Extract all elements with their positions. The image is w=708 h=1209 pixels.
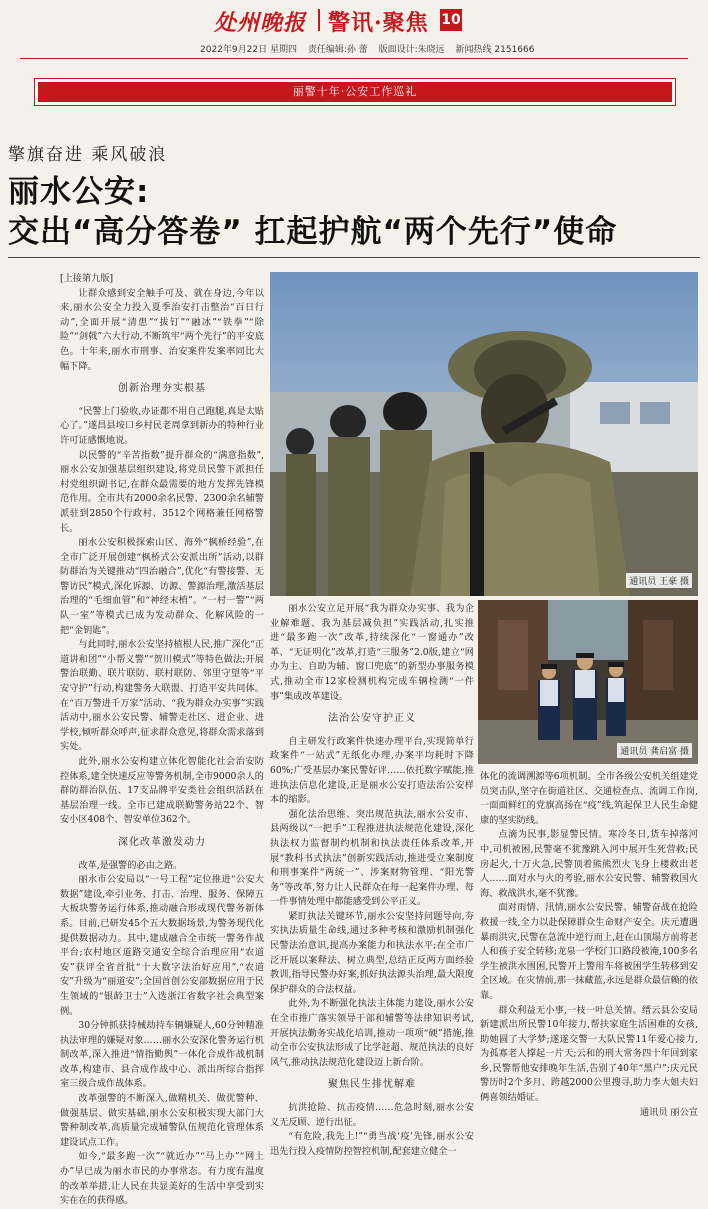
paragraph: 改革,是强警的必由之路。 [78, 859, 183, 871]
paragraph: 丽水公安立足开展“我为群众办实事、我为企业解难题、我为基层减负担”实践活动,扎实推进“最多跑一次”改革,持续深化“一窗通办”改革、“无证明化”改革,打造“三服务”2.0版,建立“网办为主、自助为辅、窗口兜底”的新型办事服务模式,推动全市12家检测机构完成车辆检测“一件事”集成改革建设。 [270, 603, 474, 702]
headline-title-line1: 丽水公安: [8, 174, 150, 210]
paragraph: 抗洪抢险、抗击疫情……危急时刻,丽水公安义无反顾、逆行出征。 [270, 1102, 474, 1128]
paragraph: 丽水公安积极探索山区、海外“枫桥经验”,在全市广泛开展创建“枫桥式公安派出所”活动,以群防群治为关键推动“四治融合”,优化“有警接警、无警访民”模式,深化诉源、访源、警源治理,激活基层治理的“毛细血管”和“神经末梢”。“一村一警”“两队一室”等模式已成为发动群众、化解风险的一把“金钥匙”。 [60, 537, 264, 636]
subheading: 创新治理夯实根基 [118, 383, 206, 395]
paragraph: 紧盯执法关键环节,丽水公安坚持问题导向,夯实执法质量生命线,通过多种考核和激励机制强化民警法治意识,提高办案能力和执法水平;在全市广泛开展以案释法、树立典型,总结正反两方面经验教训,指导民警办好案,抓好执法源头治理,最大限度保护群众的合法权益。 [270, 910, 474, 995]
masthead [0, 0, 708, 40]
article-column-2 [270, 602, 474, 1157]
continued-from-note: [上接第九版] [60, 273, 114, 284]
paragraph: 强化法治思维、突出规范执法,丽水公安市、县两级以“一把手”工程推进执法规范化建设,深化执法权力监督制约机制和执法责任体系改革,开展“教科书式执法”创新实践活动,推进受立案制度和刑事案件“两统一”、涉案财物管理、“阳光警务”等改革,努力让人民群众在每一起案件办理、每一件事情处理中都能感受到公平正义。 [270, 808, 474, 908]
police-patrol-photo-illustration [478, 600, 698, 764]
paragraph: 如今,“最多跑一次”“就近办”“马上办”“网上办”早已成为丽水市民的办事常态。有力度有温度的改革举措,让人民在共显美好的生活中享受到实实在在的获得感。 [60, 1151, 264, 1207]
paragraph: 体化的流调溯源等6项机制。全市各级公安机关组建党员突击队,坚守在街道社区、交通检查点、流调工作岗,一面面鲜红的党旗高扬在“疫”线,筑起保卫人民生命健康的坚实防线。 [480, 771, 698, 826]
paragraph: 自主研发行政案件快速办理平台,实现简单行政案件“一站式”无纸化办理,办案平均耗时下降60%;广受基层办案民警好评……依托数字赋能,推进执法信息化建设,正是丽水公安打造法治公安样本的缩影。 [270, 735, 474, 806]
page-number: 10 [440, 9, 462, 31]
paper-name-logo: 处州晚报 [214, 10, 307, 36]
byline: 通讯员 丽公宣 [639, 1106, 698, 1118]
series-banner [34, 78, 676, 106]
responsible-editor: 责任编辑:孙 蕾 [307, 45, 368, 55]
paragraph: 此外,为不断强化执法主体能力建设,丽水公安在全市推广落实领导干部和辅警等法律知识考试,开展执法勤务实战化培训,推动一项项“硬”措施,推动全市公安执法形成了比学赶超、规范执法的良好风气,推动执法规范化建设迈上新台阶。 [270, 998, 474, 1068]
header-rule [20, 58, 688, 59]
subheading: 深化改革激发动力 [118, 836, 206, 848]
section-title: 警讯·聚焦 [328, 10, 429, 36]
photo-police-patrol [478, 600, 698, 764]
article-column-3 [480, 770, 698, 1152]
headline-rule [8, 257, 700, 258]
paragraph: 以民警的“辛苦指数”提升群众的“满意指数”,丽水公安加强基层组织建设,将党员民警下派担任村党组织副书记,在群众最需要的地方发挥先锋模范作用。全市共有2000余名民警、2300余名辅警派驻到2850个行政村、3512个网格兼任网格警长。 [60, 449, 264, 534]
paragraph: 群众利益无小事,一枝一叶总关情。缙云县公安局新建派出所民警10年接力,帮扶家庭生活困难的女孩,助她圆了大学梦;遂遂交警一大队民警11年爱心接力,为孤寡老人撑起一片天;云和的刑大常务四十年回到家乡,民警帮他安排晚年生活,告别了40年“黑户”;庆元民警历时2个多月、跨越2000公里搜寻,助力李大姐夫妇俩喜领结婚证。 [480, 1004, 698, 1104]
subheading: 法治公安守护正义 [328, 713, 416, 725]
paragraph: 改革强警的不断深入,做精机关、做优警种、做强基层、做实基础,丽水公安积极实现大部门大警种制改革,高质量完成辅警队伍规范化管理体系建设试点工作。 [60, 1093, 264, 1148]
article-column-1 [60, 272, 264, 1207]
paragraph: 面对雨情、汛情,丽水公安民警、辅警奋战在抢险救援一线,全力以赴保障群众生命财产安全。庆元遭遇暴雨洪灾,民警在急流中逆行而上,赶在山顶塌方前将老人和孩子安全转移;龙泉一学校门口路段被淹,100多名学生被洪水围困,民警开上警用车将被困学生转移到安全区域。在灾情前,那一抹藏蓝,永远是群众最信赖的依靠。 [480, 902, 698, 1001]
paragraph: 让群众感到安全触手可及、就在身边,今年以来,丽水公安全力投入夏季治安打击整治“百日行动”,全面开展“清患”“拔钉”“融冰”“铁拳”“除险”“剑戟”六大行动,不断筑牢“两个先行”的平安底色。十年来,丽水市刑事、治安案件发案率同比大幅下降。 [60, 287, 264, 372]
paragraph: 30分钟抓获持械劫持车辆嫌疑人,60分钟精准执法审理的嫌疑对象……丽水公安深化警务运行机制改革,深入推进“情指勤舆”一体化合成作战机制改革,构建市、县合成作战中心、派出所综合指挥室三级合成作战体系。 [60, 1020, 264, 1090]
paragraph: 丽水市公安局以“一号工程”定位推进“公安大数据”建设,牵引业务、打击、治理、服务、保障五大板块警务运行体系,推动融合形成现代警务新体系。目前,已研发45个五大数据场景,为警务现代化提供数据动力。其中,建成融合全市统一警务作战平台;农村地区道路交通安全综合治理应用“农道安”获评全省首批“十大数字法治好应用”,“农道安”升级为“丽道安”;全国首创公安部数据应用于民生领域的“银龄卫士”入选浙江省数字社会典型案例。 [60, 874, 264, 1017]
paragraph: “有危险,我先上!”“勇当战‘疫’先锋,丽水公安迅先行投入疫情防控智控机制,配套建立健全一 [270, 1131, 474, 1157]
masthead-divider [318, 9, 320, 31]
issue-date: 2022年9月22日 星期四 [200, 45, 297, 55]
photo-caption: 通讯员 王豪 摄 [626, 573, 692, 588]
paragraph: 与此同时,丽水公安坚持植根人民,推广深化“正道讲和团”“小帮义警”“贺川模式”等特色做法;开展警治联勤、联片联防、联村联防、邻里守望等“平安守护”行动,构建警务大联盟、打造平安共同体。在“百万警进千万家”活动、“我为群众办实事”实践活动中,丽水公安民警、辅警走社区、进企业、进学校,倾听群众呼声,征求群众意见,将群众需求落到实处。 [60, 639, 264, 753]
issue-info [200, 42, 542, 55]
series-banner-label: 丽警十年·公安工作巡礼 [38, 82, 672, 102]
news-hotline: 新闻热线 2151666 [455, 45, 535, 55]
photo-caption: 通讯员 龚启富 摄 [617, 743, 692, 758]
subheading: 聚焦民生排忧解难 [328, 1079, 416, 1091]
headline-kicker: 擎旗奋进 乘风破浪 [8, 145, 168, 165]
special-forces-photo-illustration [270, 272, 698, 596]
paragraph: 此外,丽水公安构建立体化智能化社会治安防控体系,建全快速反应等警务机制,全市9000余人的群防群治队伍、17支品牌平安类社会组织活跃在基层治理一线。全市已建成联勤警务站22个、智安小区408个、智安单位362个。 [60, 756, 264, 826]
photo-special-forces [270, 272, 698, 596]
paragraph: “民警上门验收,办证都不用自己跑腿,真是太贴心了。”遂昌县垵口乡村民老周拿到新办的特种行业许可证感慨地说。 [60, 405, 264, 446]
layout-designer: 版面设计:朱晓远 [378, 45, 445, 55]
paragraph: 点滴为民事,影显警民情。寒冷冬日,货车掉落河中,司机被困,民警毫不犹豫跳入河中展开生死营救;民房起火,十万火急,民警顶着熊熊烈火飞身上楼救出老人……面对水与火的考验,丽水公安民警、辅警救国火海、救战洪水,毫不犹豫。 [480, 829, 698, 899]
headline-title-line2: 交出“高分答卷” 扛起护航“两个先行”使命 [8, 214, 618, 250]
